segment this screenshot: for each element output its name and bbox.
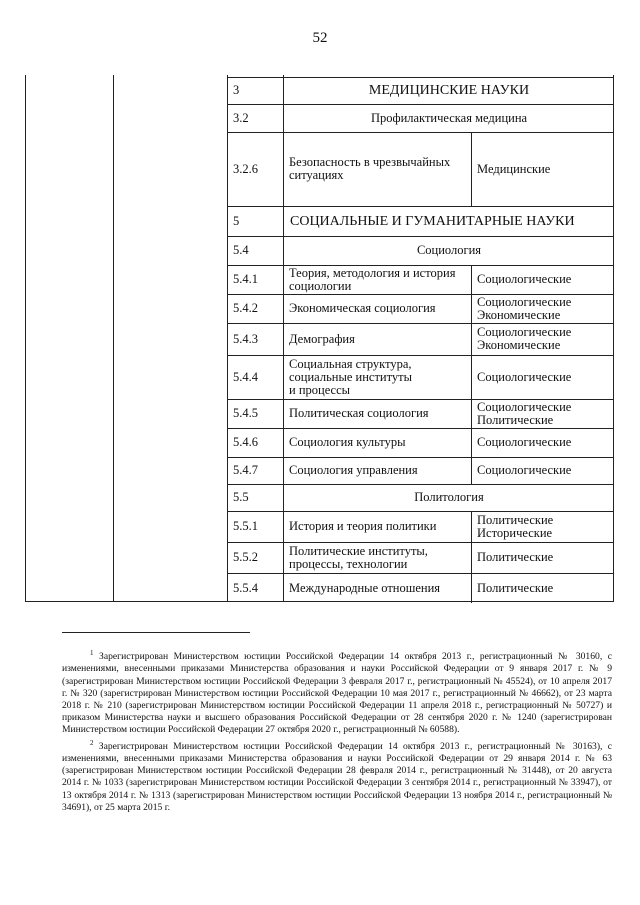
row-code — [233, 104, 283, 132]
specialty-name — [289, 457, 469, 484]
specialty-name — [289, 399, 469, 428]
row-code-text: 5.4.7 — [233, 463, 258, 477]
science-branch-line: Социологические — [477, 463, 572, 477]
title-text: СОЦИАЛЬНЫЕ И ГУМАНИТАРНЫЕ НАУКИ — [290, 213, 575, 229]
science-branch — [477, 457, 613, 484]
specialty-name — [289, 511, 469, 542]
specialty-name — [289, 573, 469, 603]
science-branch — [477, 428, 613, 457]
footnote-2: $^2$ Зарегистрирован Министерством юстиции Российской Федерации 14 октября 2013 г., регистрационный № 30163), с изменениями, внесенными приказами Министерства образования и науки Российской Федерации от 29 января 2014 г. № 63 (зарегистрирован Министерством юстиции Российской Федерации 28 февраля 2014 г., регистрационный № 31448), от 20 августа 2014 г. № 1033 (зарегистрирован Министерством юстиции Российской Федерации 3 сентября 2014 г., регистрационный № 33947), от 13 октября 2014 г. № 1313 (зарегистрирован Министерством юстиции Российской Федерации 13 ноября 2014 г., регистрационный № 34691), от 25 марта 2015 г. — [62, 738, 612, 813]
table-column-divider — [471, 355, 472, 399]
row-code — [233, 323, 283, 355]
row-code — [233, 77, 283, 104]
table-border-right — [613, 75, 614, 602]
table-column-divider — [471, 457, 472, 484]
science-branch — [477, 323, 613, 355]
science-branch-line: Социологические — [477, 369, 572, 384]
row-code-text: 3 — [233, 83, 240, 97]
title-text: Политология — [414, 490, 484, 504]
row-code — [233, 294, 283, 323]
science-branch — [477, 265, 613, 294]
row-code-text: 5.4.2 — [233, 301, 258, 315]
row-code-text: 5.4.3 — [233, 331, 258, 346]
row-code-text: 5.4 — [233, 243, 249, 257]
section-title — [285, 206, 613, 236]
science-branch-line: Социологические — [477, 325, 572, 339]
specialty-name — [289, 294, 469, 323]
specialty-name-line: Социология управления — [289, 463, 418, 477]
science-branch-line: Политические — [477, 512, 554, 527]
row-code-text: 5.5 — [233, 490, 249, 504]
table-column-divider — [471, 399, 472, 428]
science-branch-line: Социологические — [477, 294, 572, 309]
row-code-text: 5.5.2 — [233, 550, 258, 564]
science-branch-line: Социологические — [477, 399, 572, 414]
title-text: Социология — [416, 243, 482, 257]
science-branch — [477, 355, 613, 399]
table-column-divider — [471, 265, 472, 294]
specialty-name-line: процессы, технологии — [289, 556, 408, 571]
science-branch-line: Экономические — [477, 307, 561, 322]
science-branch-line: Медицинские — [477, 161, 551, 176]
science-branch — [477, 542, 613, 573]
specialty-name — [289, 428, 469, 457]
table-column-divider — [471, 323, 472, 355]
row-code-text: 5.4.5 — [233, 406, 258, 420]
row-code — [233, 542, 283, 573]
specialty-name — [289, 542, 469, 573]
science-branch — [477, 294, 613, 323]
row-code-text: 5 — [233, 213, 240, 228]
table-column-divider — [283, 75, 284, 602]
science-branch-line: Исторические — [477, 525, 553, 540]
specialty-name-line: Теория, методология и история — [289, 265, 456, 280]
row-code — [233, 265, 283, 294]
table-column-divider — [471, 428, 472, 457]
row-code-text: 5.4.1 — [233, 272, 258, 286]
group-title — [285, 484, 613, 511]
science-branch-line: Политические — [477, 580, 554, 595]
specialty-name — [289, 265, 469, 294]
row-code — [233, 355, 283, 399]
science-branch — [477, 511, 613, 542]
row-code — [233, 399, 283, 428]
science-branch-line: Экономические — [477, 338, 561, 352]
table-column-divider — [471, 573, 472, 603]
specialty-name-line: Политические институты, — [289, 543, 428, 558]
specialty-name-line: История и теория политики — [289, 519, 437, 533]
specialty-name-line: ситуациях — [289, 168, 344, 182]
group-title — [285, 104, 613, 132]
title-text: МЕДИЦИНСКИЕ НАУКИ — [368, 83, 530, 98]
row-code — [233, 457, 283, 484]
table-column-divider — [113, 75, 114, 602]
table-column-divider — [471, 294, 472, 323]
specialty-name-line: Социальная структура, — [289, 356, 412, 371]
row-code — [233, 428, 283, 457]
row-code-text: 3.2.6 — [233, 161, 258, 176]
row-code — [233, 573, 283, 603]
science-branch-line: Политические — [477, 412, 554, 427]
title-text: Профилактическая медицина — [370, 110, 528, 125]
table-column-divider — [227, 75, 228, 602]
specialty-name-line: Социология культуры — [289, 435, 406, 449]
group-title — [285, 236, 613, 265]
table-border-left — [25, 75, 26, 602]
specialty-name-line: Политическая социология — [289, 406, 429, 420]
table-column-divider — [471, 132, 472, 206]
row-code-text: 3.2 — [233, 110, 249, 125]
science-branch-line: Политические — [477, 550, 554, 564]
row-code — [233, 132, 283, 206]
specialty-name-line: социальные институты — [289, 369, 413, 384]
row-code — [233, 511, 283, 542]
specialty-name — [289, 323, 469, 355]
footnote-separator — [62, 632, 250, 633]
specialty-name-line: Демография — [289, 331, 355, 346]
table-column-divider — [471, 511, 472, 542]
footnote-1: $^1$ Зарегистрирован Министерством юстиции Российской Федерации 14 октября 2013 г., регистрационный № 30160, с изменениями, внесенными приказами Министерства образования и науки Российской Федерации от 9 января 2017 г. № 9 (зарегистрирован Министерством юстиции Российской Федерации 3 февраля 2017 г., регистрационный № 45524), от 10 апреля 2017 г. № 320 (зарегистрирован Министерством юстиции Российской Федерации 10 мая 2017 г., регистрационный № 46662), от 23 марта 2018 г. № 210 (зарегистрирован Министерством юстиции Российской Федерации 11 апреля 2018 г., регистрационный № 50727) и приказом Министерства науки и высшего образования Российской Федерации от 28 сентября 2020 г. № 1240 (зарегистрирован Министерством юстиции Российской Федерации 27 октября 2020 г., регистрационный № 60588). — [62, 649, 612, 736]
specialty-name-line: социологии — [289, 278, 352, 293]
row-code-text: 5.5.1 — [233, 519, 258, 533]
footnotes — [62, 647, 612, 814]
table-column-divider — [471, 542, 472, 573]
row-code — [233, 206, 283, 236]
science-branch-line: Социологические — [477, 435, 572, 449]
specialty-name-line: и процессы — [289, 382, 351, 397]
specialty-name-line: Экономическая социология — [289, 301, 436, 315]
row-code — [233, 484, 283, 511]
science-branch — [477, 132, 613, 206]
row-code-text: 5.5.4 — [233, 580, 258, 595]
science-branch — [477, 399, 613, 428]
science-branch-line: Социологические — [477, 272, 572, 286]
specialty-name — [289, 355, 469, 399]
specialty-name-line: Безопасность в чрезвычайных — [289, 155, 451, 169]
row-code-text: 5.4.6 — [233, 435, 258, 449]
page-number: 52 — [312, 30, 328, 46]
row-code-text: 5.4.4 — [233, 369, 258, 384]
specialty-name — [289, 132, 469, 206]
section-title — [285, 77, 613, 104]
specialty-name-line: Международные отношения — [289, 580, 441, 595]
row-code — [233, 236, 283, 265]
science-branch — [477, 573, 613, 603]
